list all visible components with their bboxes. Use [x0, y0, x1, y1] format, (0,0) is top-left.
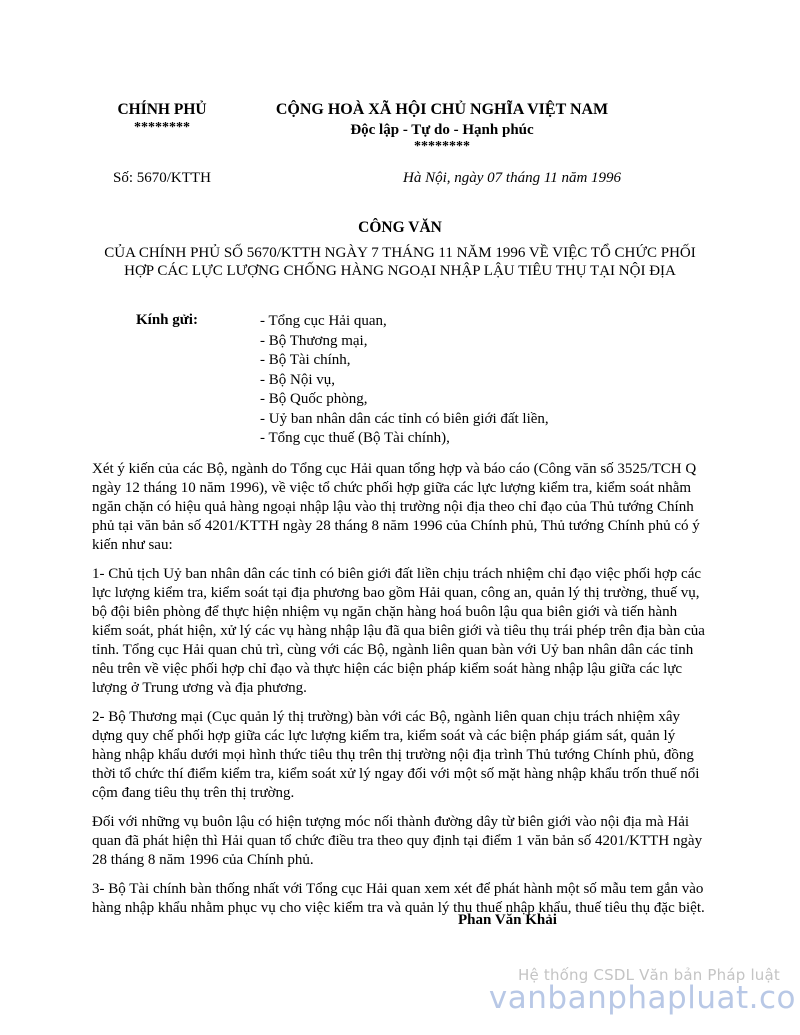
recipient-item: - Bộ Thương mại,: [260, 332, 368, 349]
document-number: Số: 5670/KTTH: [113, 170, 211, 186]
recipient-label: Kính gửi:: [136, 312, 198, 328]
issuing-organization: [92, 100, 232, 136]
place-date: Hà Nội, ngày 07 tháng 11 năm 1996: [403, 170, 622, 186]
body-paragraph: Xét ý kiến của các Bộ, ngành do Tổng cục Hải quan tổng hợp và báo cáo (Công văn số 3525/TCH Q ngày 12 tháng 10 năm 1996), về việc tổ chức phối hợp giữa các lực lượng kiểm tra, kiểm soát nhằm ngăn chặn có hiệu quả hàng ngoại nhập lậu vào thị trường nội địa theo chỉ đạo của Thủ tướng Chính phủ tại văn bản số 4201/KTTH ngày 28 tháng 8 năm 1996 của Chính phủ, Thủ tướng Chính phủ có ý kiến như sau:: [92, 461, 700, 553]
national-heading: [262, 100, 622, 154]
recipient-item: - Tổng cục thuế (Bộ Tài chính),: [260, 430, 450, 446]
body-paragraph: Đối với những vụ buôn lậu có hiện tượng móc nối thành đường dây từ biên giới vào nội địa mà Hải quan đã phát hiện thì Hải quan tổ chức điều tra theo quy định tại điểm 1 văn bản số 4201/KTTH ngày 28 tháng 8 năm 1996 của Chính phủ.: [92, 814, 703, 868]
org-stars: ********: [134, 120, 190, 135]
document-title: CÔNG VĂN: [358, 219, 442, 236]
national-motto: Độc lập - Tự do - Hạnh phúc: [350, 122, 534, 138]
signer-name: Phan Văn Khải: [458, 912, 557, 928]
document-body: [92, 460, 708, 928]
motto-stars: ********: [414, 139, 470, 154]
recipient-list: [260, 312, 549, 449]
document-subtitle: CỦA CHÍNH PHỦ SỐ 5670/KTTH NGÀY 7 THÁNG 11 NĂM 1996 VỀ VIỆC TỔ CHỨC PHỐI HỢP CÁC LỰC LƯỢNG CHỐNG HÀNG NGOẠI NHẬP LẬU TIÊU THỤ TẠI NỘI ĐỊA: [104, 245, 696, 279]
body-paragraph: 1- Chủ tịch Uỷ ban nhân dân các tỉnh có biên giới đất liền chịu trách nhiệm chỉ đạo việc phối hợp các lực lượng kiểm tra, kiểm soát tại địa phương bao gồm Hải quan, công an, quản lý thị trường, thuế vụ, bộ đội biên phòng để thực hiện nhiệm vụ ngăn chặn hàng hoá buôn lậu qua biên giới và tiến hành kiểm soát, phát hiện, xử lý các vụ hàng nhập lậu đã qua biên giới và tiêu thụ trái phép trên địa bàn của tỉnh. Tổng cục Hải quan chủ trì, cùng với các Bộ, ngành liên quan bàn với Uỷ ban nhân dân các tỉnh nêu trên về việc phối hợp chỉ đạo và thực hiện các biện pháp kiểm soát hàng nhập lậu giữa các lực lượng ở Trung ương và địa phương.: [92, 566, 705, 696]
recipient-item: - Uỷ ban nhân dân các tỉnh có biên giới đất liền,: [260, 410, 549, 427]
org-name: CHÍNH PHỦ: [117, 101, 207, 118]
recipient-item: - Bộ Tài chính,: [260, 352, 351, 368]
recipient-item: - Bộ Nội vụ,: [260, 371, 335, 388]
recipient-item: - Tổng cục Hải quan,: [260, 313, 387, 329]
watermark-caption: Hệ thống CSDL Văn bản Pháp luật: [517, 966, 780, 984]
recipient-item: - Bộ Quốc phòng,: [260, 391, 368, 407]
nation-name: CỘNG HOÀ XÃ HỘI CHỦ NGHĨA VIỆT NAM: [275, 101, 609, 118]
body-paragraph: 3- Bộ Tài chính bàn thống nhất với Tổng cục Hải quan xem xét để phát hành một số mẫu tem gắn vào hàng nhập khẩu nhằm phục vụ cho việc kiểm tra và quản lý thu thuế nhập khẩu, thuế tiêu thụ đặc biệt.: [92, 881, 705, 916]
body-paragraph: 2- Bộ Thương mại (Cục quản lý thị trường) bàn với các Bộ, ngành liên quan chịu trách nhiệm xây dựng quy chế phối hợp giữa các lực lượng kiểm tra, kiểm soát và các biện pháp giám sát, quản lý hàng nhập khẩu dưới mọi hình thức tiêu thụ trên thị trường nội địa trình Thủ tướng Chính phủ, đồng thời tổ chức thí điểm kiểm tra, kiểm soát xử lý ngay đối với một số mặt hàng nhập khẩu trốn thuế nổi cộm đang tiêu thụ trên thị trường.: [92, 709, 700, 801]
watermark-site: vanbanphapluat.co: [488, 980, 796, 1016]
